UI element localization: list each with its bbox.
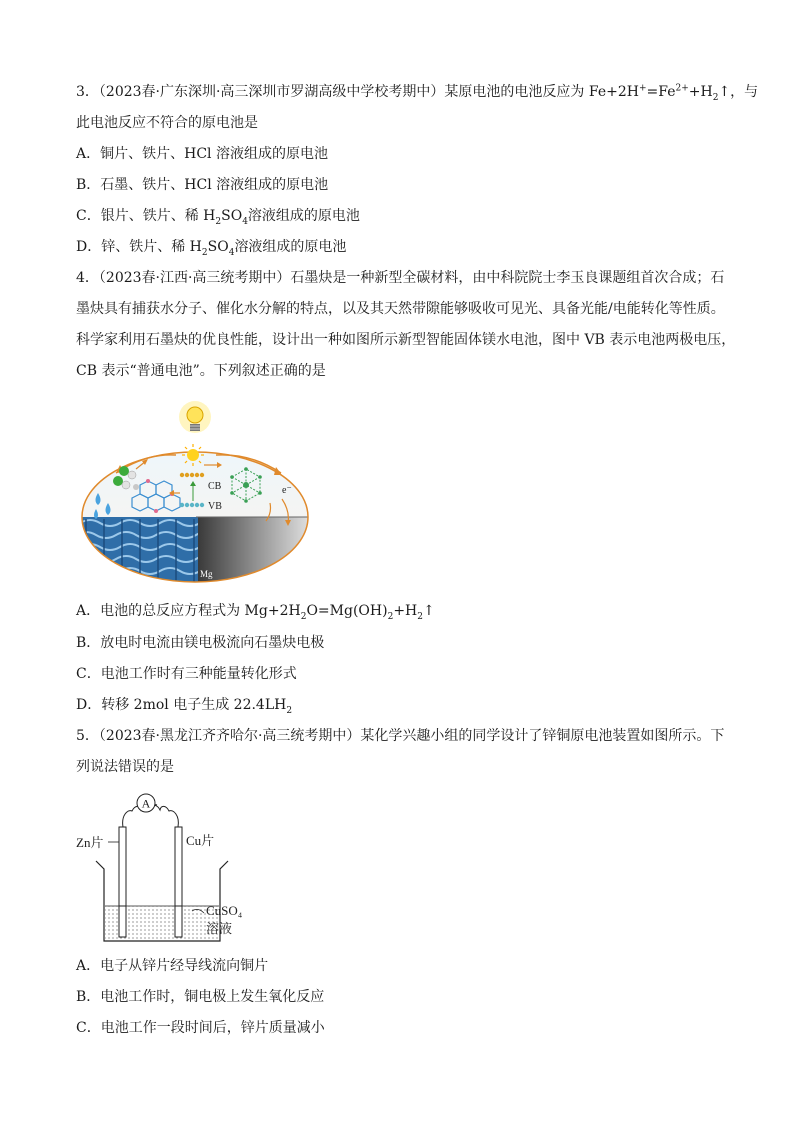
q3-option-a: A．铜片、铁片、HCl 溶液组成的原电池 [76,146,328,162]
vb-label: VB [208,501,222,512]
magnesium-electrode [198,517,314,585]
q5-option-a: A．电子从锌片经导线流向铜片 [76,958,269,974]
light-bulb-icon [179,401,211,433]
q3-option-b: B．石墨、铁片、HCl 溶液组成的原电池 [76,177,329,193]
q3-stem-line2: 此电池反应不符合的原电池是 [76,115,258,131]
q5-stem-line1: 5．（2023春·黑龙江齐齐哈尔·高三统考期中）某化学兴趣小组的同学设计了锌铜原电池装置如图所示。下 [76,728,725,744]
porous-graphdiyne-layer [76,517,216,585]
q4-option-d: D．转移 2mol 电子生成 $22.4LH_2$ [76,697,293,716]
q5-option-c: C．电池工作一段时间后，锌片质量减小 [76,1020,325,1036]
q5-galvanic-cell-figure [76,789,256,949]
cb-band [180,473,204,477]
ammeter-icon [137,794,155,812]
q5-option-b: B．电池工作时，铜电极上发生氧化反应 [76,989,325,1005]
vb-band [180,503,204,507]
cb-label: CB [208,481,222,492]
copper-label: Cu片 [186,833,215,848]
q4-option-a: A．电池的总反应方程式为 $Mg+2H_2O=Mg(OH)_2+H_2↑$ [76,603,435,622]
mg-label: Mg [200,569,213,579]
q4-option-b: B．放电时电流由镁电极流向石墨炔电极 [76,635,325,651]
q4-stem-line3: 科学家利用石墨炔的优良性能，设计出一种如图所示新型智能固体镁水电池，图中 VB 表示电池两极电压， [76,332,736,348]
svg-text:A: A [141,796,151,811]
q4-stem-line2: 墨炔具有捕获水分子、催化水分解的特点，以及其天然带隙能够吸收可见光、具备光能/电能转化等性质。 [76,301,725,317]
q4-stem-line4: CB 表示“普通电池”。下列叙述正确的是 [76,363,326,379]
q3-option-c: C．银片、铁片、稀 $H_2SO_4$溶液组成的原电池 [76,208,360,227]
q5-stem-line2: 列说法错误的是 [76,759,174,775]
q3-option-d: D．锌、铁片、稀 $H_2SO_4$溶液组成的原电池 [76,239,347,258]
zinc-label: Zn片 [76,835,104,850]
electron-label: e⁻ [282,485,292,496]
cuso4-label: CuSO₄ [206,903,243,918]
solution-label: 溶液 [206,921,233,936]
q4-battery-figure [76,395,314,585]
q4-option-c: C．电池工作时有三种能量转化形式 [76,666,297,682]
q3-stem-line1: 3．（2023春·广东深圳·高三深圳市罗湖高级中学校考期中）某原电池的电池反应为 $Fe+2H^+=Fe^{2+}+H_2↑$，与 [76,83,759,103]
q4-stem-line1: 4．（2023春·江西·高三统考期中）石墨炔是一种新型全碳材料，由中科院院士李玉良课题组首次合成；石 [76,270,725,286]
